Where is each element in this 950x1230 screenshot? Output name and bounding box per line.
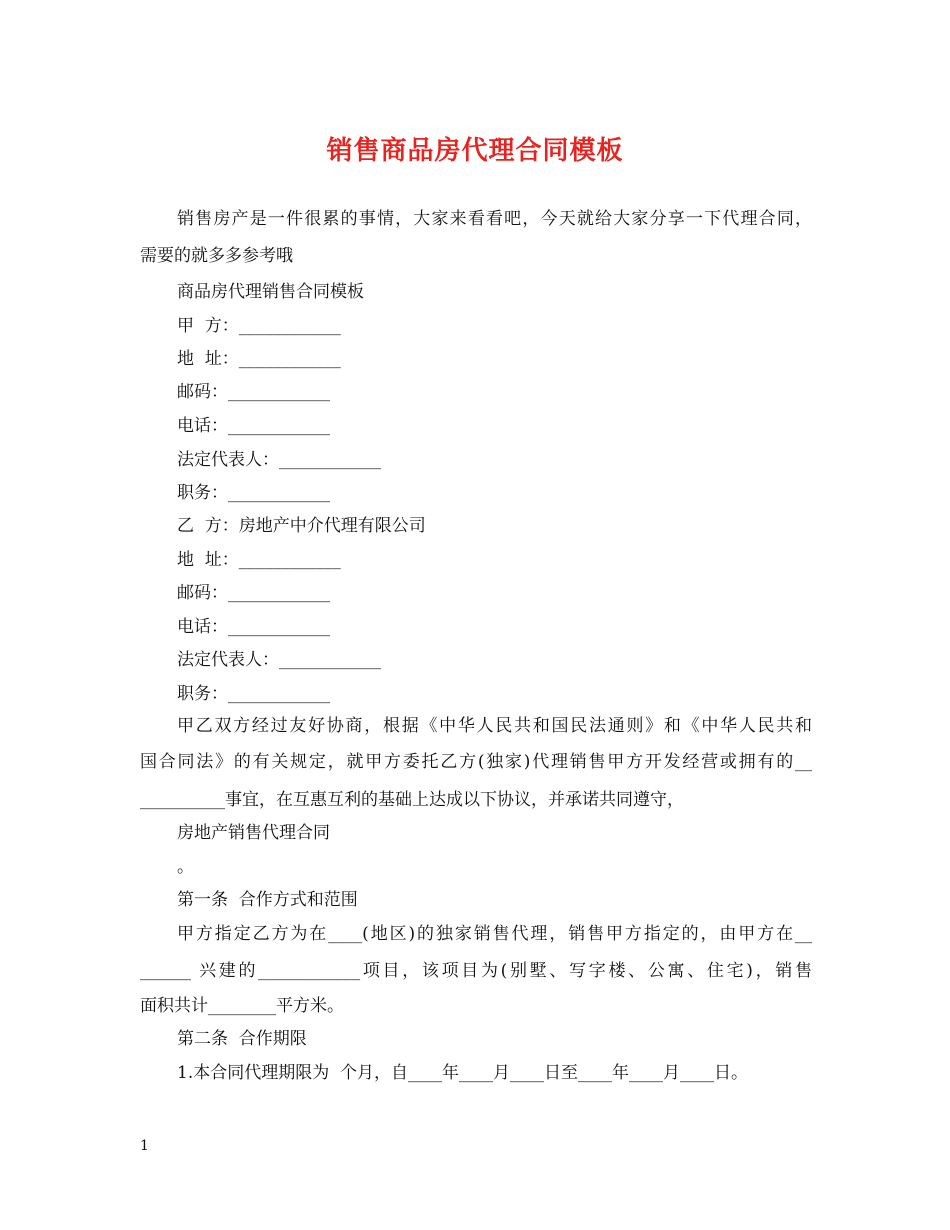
party-b-zip: 邮码：____________	[177, 583, 330, 603]
doc-heading: 商品房代理销售合同模板	[177, 282, 364, 302]
article-1-heading: 第一条 合作方式和范围	[177, 890, 358, 910]
sub-heading: 房地产销售代理合同	[177, 823, 330, 843]
article-2-heading: 第二条 合作期限	[177, 1029, 307, 1049]
page-number: 1	[140, 1138, 149, 1154]
party-b-rep: 法定代表人：____________	[177, 650, 381, 670]
party-a-name: 甲 方：____________	[177, 316, 341, 336]
party-a-rep: 法定代表人：____________	[177, 450, 381, 470]
party-b-address: 地 址：____________	[177, 550, 341, 570]
preamble-line-2: 国合同法》的有关规定，就甲方委托乙方(独家)代理销售甲方开发经营或拥有的__	[140, 752, 812, 772]
party-b-name: 乙 方：房地产中介代理有限公司	[177, 516, 426, 536]
intro-line-2: 需要的就多多参考哦	[140, 246, 293, 266]
preamble-line-3: __________事宜，在互惠互利的基础上达成以下协议，并承诺共同遵守，	[140, 790, 684, 810]
article-1-line-3: 面积共计________平方米。	[140, 996, 344, 1016]
preamble-line-1: 甲乙双方经过友好协商，根据《中华人民共和国民法通则》和《中华人民共和	[177, 716, 812, 736]
article-1-line-2: ______ 兴建的____________项目，该项目为(别墅、写字楼、公寓、住宅)，销售	[140, 961, 812, 981]
party-a-phone: 电话：____________	[177, 416, 330, 436]
party-a-position: 职务：____________	[177, 483, 330, 503]
stray-period: 。	[177, 857, 194, 877]
article-2-line-1: 1.本合同代理期限为 个月，自____年____月____日至____年____月____日。	[177, 1063, 749, 1083]
party-b-position: 职务：____________	[177, 684, 330, 704]
intro-line-1: 销售房产是一件很累的事情，大家来看看吧，今天就给大家分享一下代理合同，	[177, 209, 812, 229]
party-a-zip: 邮码：____________	[177, 382, 330, 402]
document-title: 销售商品房代理合同模板	[326, 136, 624, 166]
article-1-line-1: 甲方指定乙方为在____(地区)的独家销售代理，销售甲方指定的，由甲方在__	[177, 924, 812, 944]
party-b-phone: 电话：____________	[177, 617, 330, 637]
party-a-address: 地 址：____________	[177, 349, 341, 369]
